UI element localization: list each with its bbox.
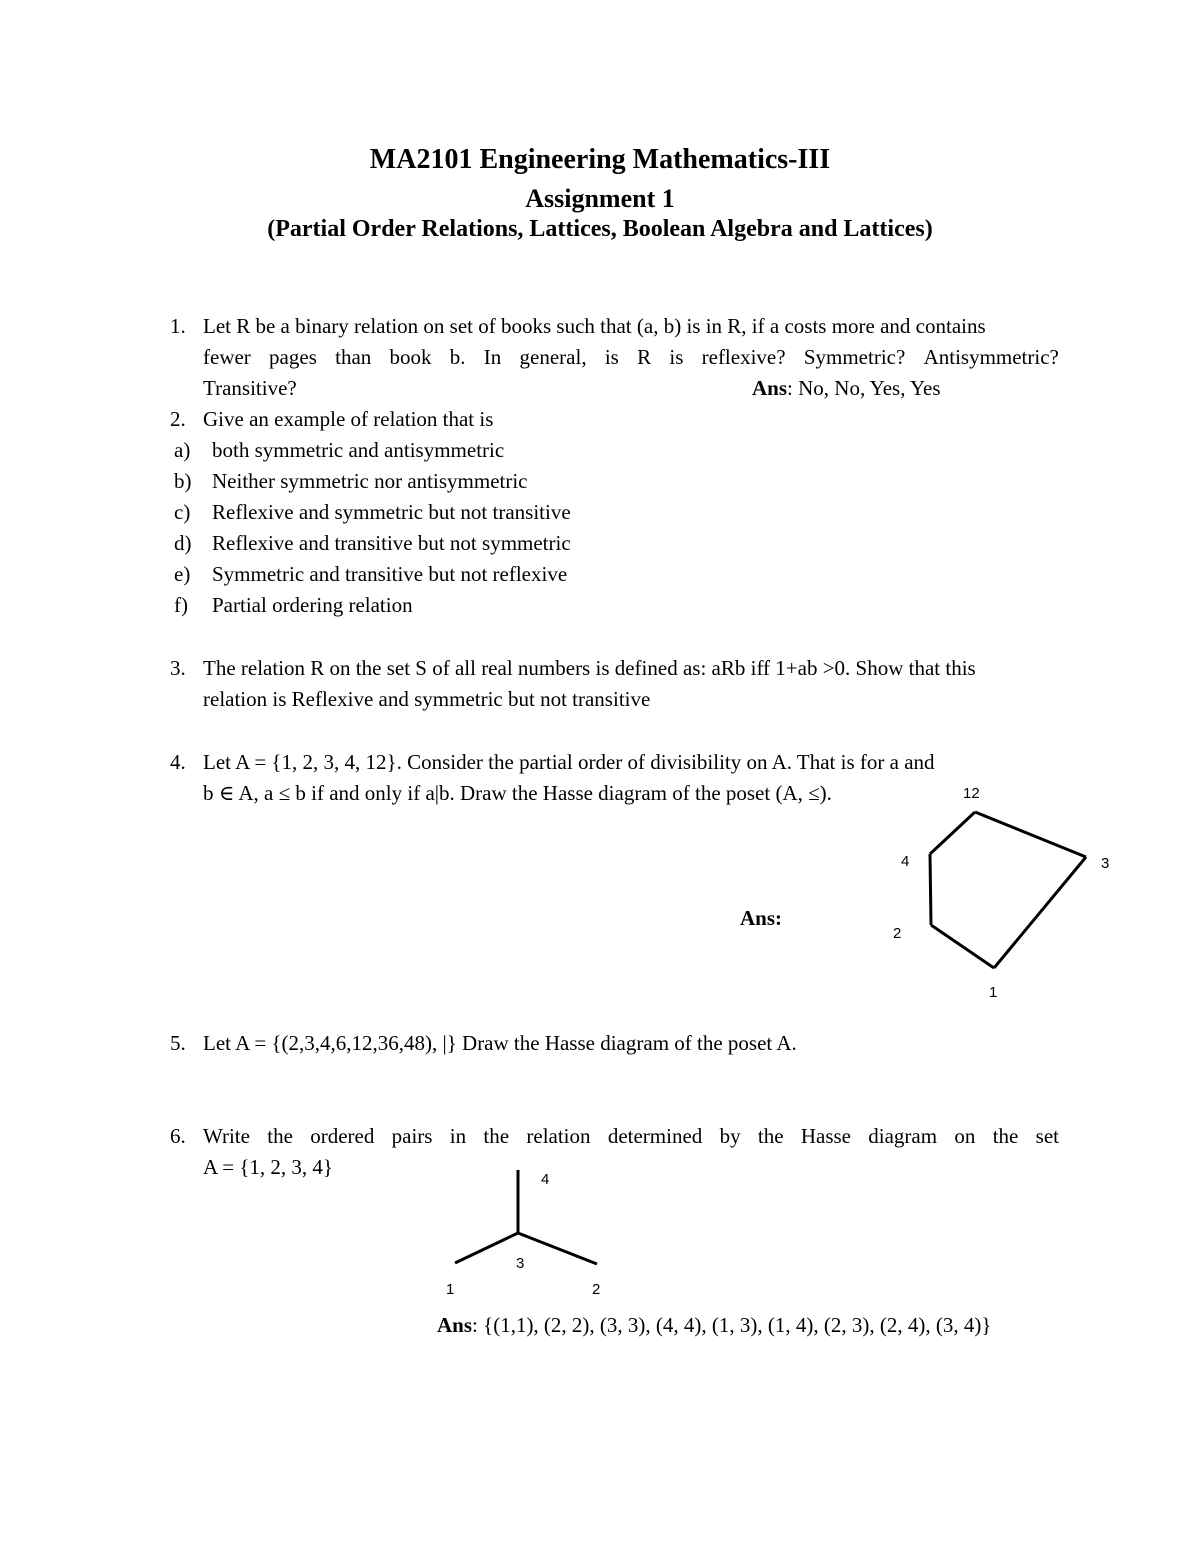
q6-line1-word: by [719, 1124, 741, 1148]
q6-line1-word: pairs [391, 1124, 433, 1148]
q6-node-2: 2 [592, 1281, 601, 1298]
q3-number: 3. [170, 656, 186, 680]
q4-node-3: 3 [1101, 855, 1110, 872]
q6-edge-1-3 [455, 1233, 518, 1263]
q4-edge-4-12 [930, 812, 975, 854]
q4-node-4: 4 [901, 853, 910, 870]
q1-answer-label: Ans [752, 376, 788, 400]
q6-line1-word: diagram [868, 1124, 938, 1148]
q4-node-2: 2 [893, 925, 902, 942]
q4-edge-2-4 [930, 854, 931, 925]
q6-line1-word: ordered [310, 1124, 375, 1148]
q3-line2: relation is Reflexive and symmetric but not transitive [203, 687, 651, 711]
q6-line1-word: the [267, 1124, 293, 1148]
q5-text: Let A = {(2,3,4,6,12,36,48), |} Draw the Hasse diagram of the poset A. [203, 1031, 797, 1055]
q6-line1-word: set [1035, 1124, 1059, 1148]
q6-line1-word: the [483, 1124, 510, 1148]
q1-line2-word: Antisymmetric? [923, 345, 1059, 369]
q6-node-3: 3 [516, 1255, 525, 1272]
q2-item-label: f) [174, 593, 188, 617]
q2-item-text: Partial ordering relation [212, 593, 413, 617]
q1-line2-word: is [669, 345, 684, 369]
q2-item-label: d) [174, 531, 192, 555]
q1-line2-word: In [483, 345, 502, 369]
q6-number: 6. [170, 1124, 186, 1148]
q2-text: Give an example of relation that is [203, 407, 494, 431]
q2-number: 2. [170, 407, 186, 431]
q1-line2-word: R [637, 345, 652, 369]
q2-item-label: a) [174, 438, 191, 462]
q6-node-1: 1 [446, 1281, 455, 1298]
q6-line1-word: determined [607, 1124, 703, 1148]
q3-line1: The relation R on the set S of all real numbers is defined as: aRb iff 1+ab >0. Show that this [203, 656, 976, 680]
q2-item-text: both symmetric and antisymmetric [212, 438, 505, 462]
q4-number: 4. [170, 750, 186, 774]
q6-line2: A = {1, 2, 3, 4} [203, 1155, 334, 1179]
topics-subtitle: (Partial Order Relations, Lattices, Boolean Algebra and Lattices) [267, 216, 933, 242]
q6-line1-word: Hasse [800, 1124, 851, 1148]
q1-line2-word: than [335, 345, 372, 369]
q1-line2-word: reflexive? [701, 345, 786, 369]
q6-line1-word: in [449, 1124, 467, 1148]
q4-edge-1-2 [931, 925, 994, 968]
course-title: MA2101 Engineering Mathematics-III [369, 144, 831, 175]
q1-number: 1. [170, 314, 186, 338]
q6-line1-word: the [992, 1124, 1019, 1148]
q6-node-4: 4 [541, 1171, 550, 1188]
q1-line2-word: b. [449, 345, 466, 369]
q1-line2-word: fewer [203, 345, 251, 369]
q6-answer-text: : {(1,1), (2, 2), (3, 3), (4, 4), (1, 3), (1, 4), (2, 3), (2, 4), (3, 4)} [472, 1313, 992, 1337]
q4-edge-3-1 [994, 857, 1086, 968]
q4-node-12: 12 [963, 785, 980, 802]
q5-number: 5. [170, 1031, 186, 1055]
q1-line1: Let R be a binary relation on set of books such that (a, b) is in R, if a costs more and contains [203, 314, 986, 338]
q1-line3: Transitive? [203, 376, 297, 400]
assignment-title: Assignment 1 [525, 184, 675, 213]
q4-edge-12-3 [975, 812, 1086, 857]
q2-item-text: Reflexive and transitive but not symmetric [212, 531, 571, 555]
q1-line2-word: is [604, 345, 619, 369]
q4-node-1: 1 [989, 984, 998, 1001]
q1-line2-word: pages [269, 345, 317, 369]
q4-hasse-diagram [930, 812, 1086, 968]
q2-item-label: b) [174, 469, 192, 493]
q6-answer-label: Ans [437, 1313, 473, 1337]
q4-line1: Let A = {1, 2, 3, 4, 12}. Consider the partial order of divisibility on A. That is for a and [203, 750, 935, 774]
q1-answer-text: : No, No, Yes, Yes [787, 376, 941, 400]
q6-hasse-diagram [455, 1170, 597, 1264]
q1-line2-word: general, [519, 345, 587, 369]
q2-item-text: Symmetric and transitive but not reflexive [212, 562, 568, 586]
q6-line1-word: relation [526, 1124, 591, 1148]
q6-line1-word: Write [203, 1124, 250, 1148]
q6-line1-word: the [757, 1124, 784, 1148]
q4-answer-label: Ans: [740, 906, 783, 930]
q2-item-text: Neither symmetric nor antisymmetric [212, 469, 528, 493]
q6-edge-2-3 [518, 1233, 597, 1264]
q6-line1-word: on [954, 1124, 976, 1148]
q4-line2: b ∈ A, a ≤ b if and only if a|b. Draw the Hasse diagram of the poset (A, ≤). [203, 781, 832, 805]
q2-item-label: e) [174, 562, 191, 586]
q2-item-label: c) [174, 500, 191, 524]
q2-item-text: Reflexive and symmetric but not transitive [212, 500, 571, 524]
q1-line2-word: book [389, 345, 432, 369]
q1-line2-word: Symmetric? [803, 345, 906, 369]
